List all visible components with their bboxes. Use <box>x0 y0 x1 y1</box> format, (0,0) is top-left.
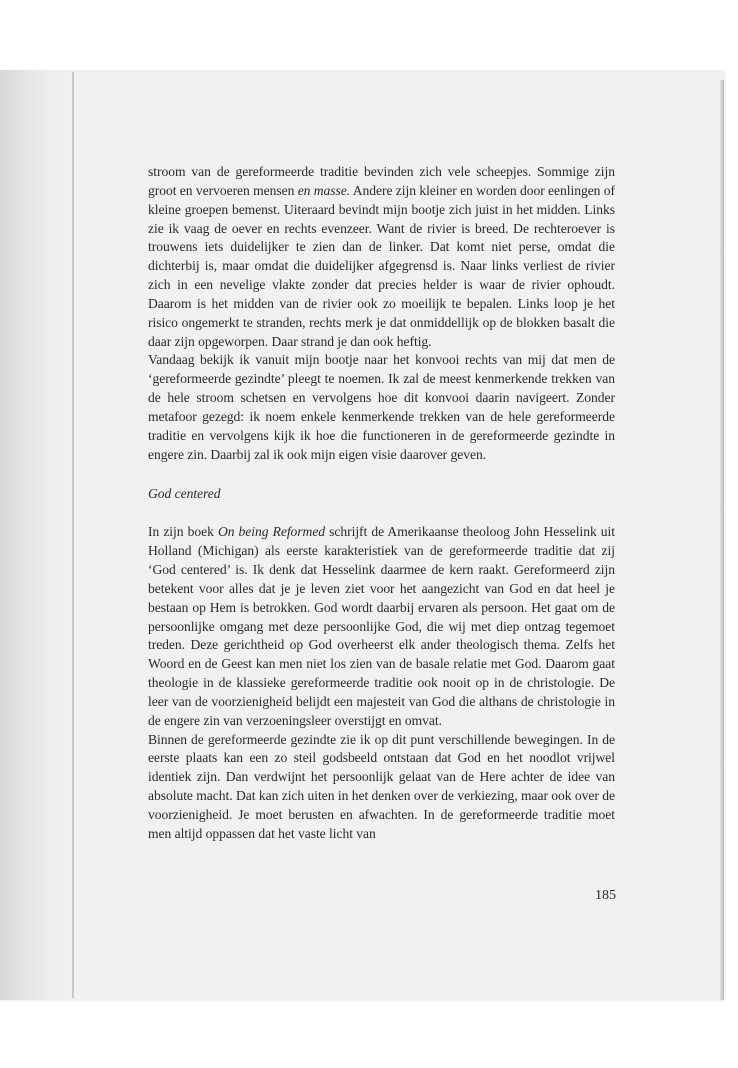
paragraph-3-text-rest: schrijft de Amerikaanse theoloog John Hesselink uit Holland (Michigan) als eerste karakteristiek van de gereformeerde traditie dat zij ‘God centered’ is. Ik denk dat Hesselink daarmee de kern raakt. Gereformeerd zijn betekent voor alles dat je je leven ziet voor het aangezicht van God en dat heel je bestaan op Hem is betrokken. God wordt daarbij ervaren als persoon. Het gaat om de persoonlijke omgang met deze persoonlijke God, die wij met diep ontzag tegemoet treden. Deze gerichtheid op God overheerst elk ander theologisch thema. Zelfs het Woord en de Geest kan men niet los zien van de basale relatie met God. Daarom gaat theologie in de klassieke gereformeerde traditie ook nooit op in de christologie. De leer van de voorzienigheid belijdt een majesteit van God die althans de christologie in de engere zin van verzoeningsleer overstijgt en omvat. <box>148 524 615 728</box>
book-spine-line <box>72 72 74 998</box>
paragraph-1-text: stroom van de gereformeerde traditie bevinden zich vele scheepjes. Sommige zijn groot en vervoeren mensen <box>148 164 615 198</box>
paragraph-3-text: In zijn boek <box>148 524 218 540</box>
page-edge <box>720 80 724 1000</box>
paragraph-4: Binnen de gereformeerde gezindte zie ik op dit punt verschillende bewegingen. In de eerste plaats kan een zo steil godsbeeld ontstaan dat God en het noodlot vrijwel identiek zijn. Dan verdwijnt het persoonlijk gelaat van de Here achter de idee van absolute macht. Dat kan zich uiten in het denken over de verkiezing, maar ook over de voorzienigheid. Je moet berusten en afwachten. In de gereformeerde traditie moet men altijd oppassen dat het vaste licht van <box>148 731 615 841</box>
paragraph-2: Vandaag bekijk ik vanuit mijn bootje naar het konvooi rechts van mij dat men de ‘gereformeerde gezindte’ pleegt te noemen. Ik zal de meest kenmerkende trekken van de hele stroom schetsen en vervolgens hoe dit konvooi daarin navigeert. Zonder metafoor gezegd: ik noem enkele kenmerkende trekken van de hele gereformeerde traditie en vervolgens kijk ik hoe die functioneren in de gereformeerde gezindte in engere zin. Daarbij zal ik ook mijn eigen visie daarover geven. <box>148 352 615 462</box>
paragraph-1-text-rest: Andere zijn kleiner en worden door eenlingen of kleine groepen bemenst. Uiteraard bevindt mijn bootje zich juist in het midden. Links zie ik vaag de oever en rechts evenzeer. Want de rivier is breed. De rechteroever is trouwens iets duidelijker te zien dan de linker. Dat komt niet perse, omdat die dichterbij is, maar omdat die duidelijker afgegrensd is. Naar links verliest de rivier zich in een nevelige vlakte zonder dat precies helder is waar de rivier ophoudt. Daarom is het midden van de rivier ook zo moeilijk te bepalen. Links loop je het risico ongemerkt te stranden, rechts merk je dat onmiddellijk op de blokken basalt die daar zijn opgeworpen. Daar strand je dan ook heftig. <box>148 182 616 349</box>
body-text <box>148 163 615 844</box>
section-heading: God centered <box>148 485 221 501</box>
book-title: On being Reformed <box>217 524 326 540</box>
page-number: 185 <box>595 888 616 903</box>
paragraph-1-emphasis: en masse. <box>297 182 351 198</box>
paragraph-1 <box>148 163 615 351</box>
paragraph-3 <box>148 523 615 730</box>
book-gutter-shadow <box>0 70 80 1000</box>
